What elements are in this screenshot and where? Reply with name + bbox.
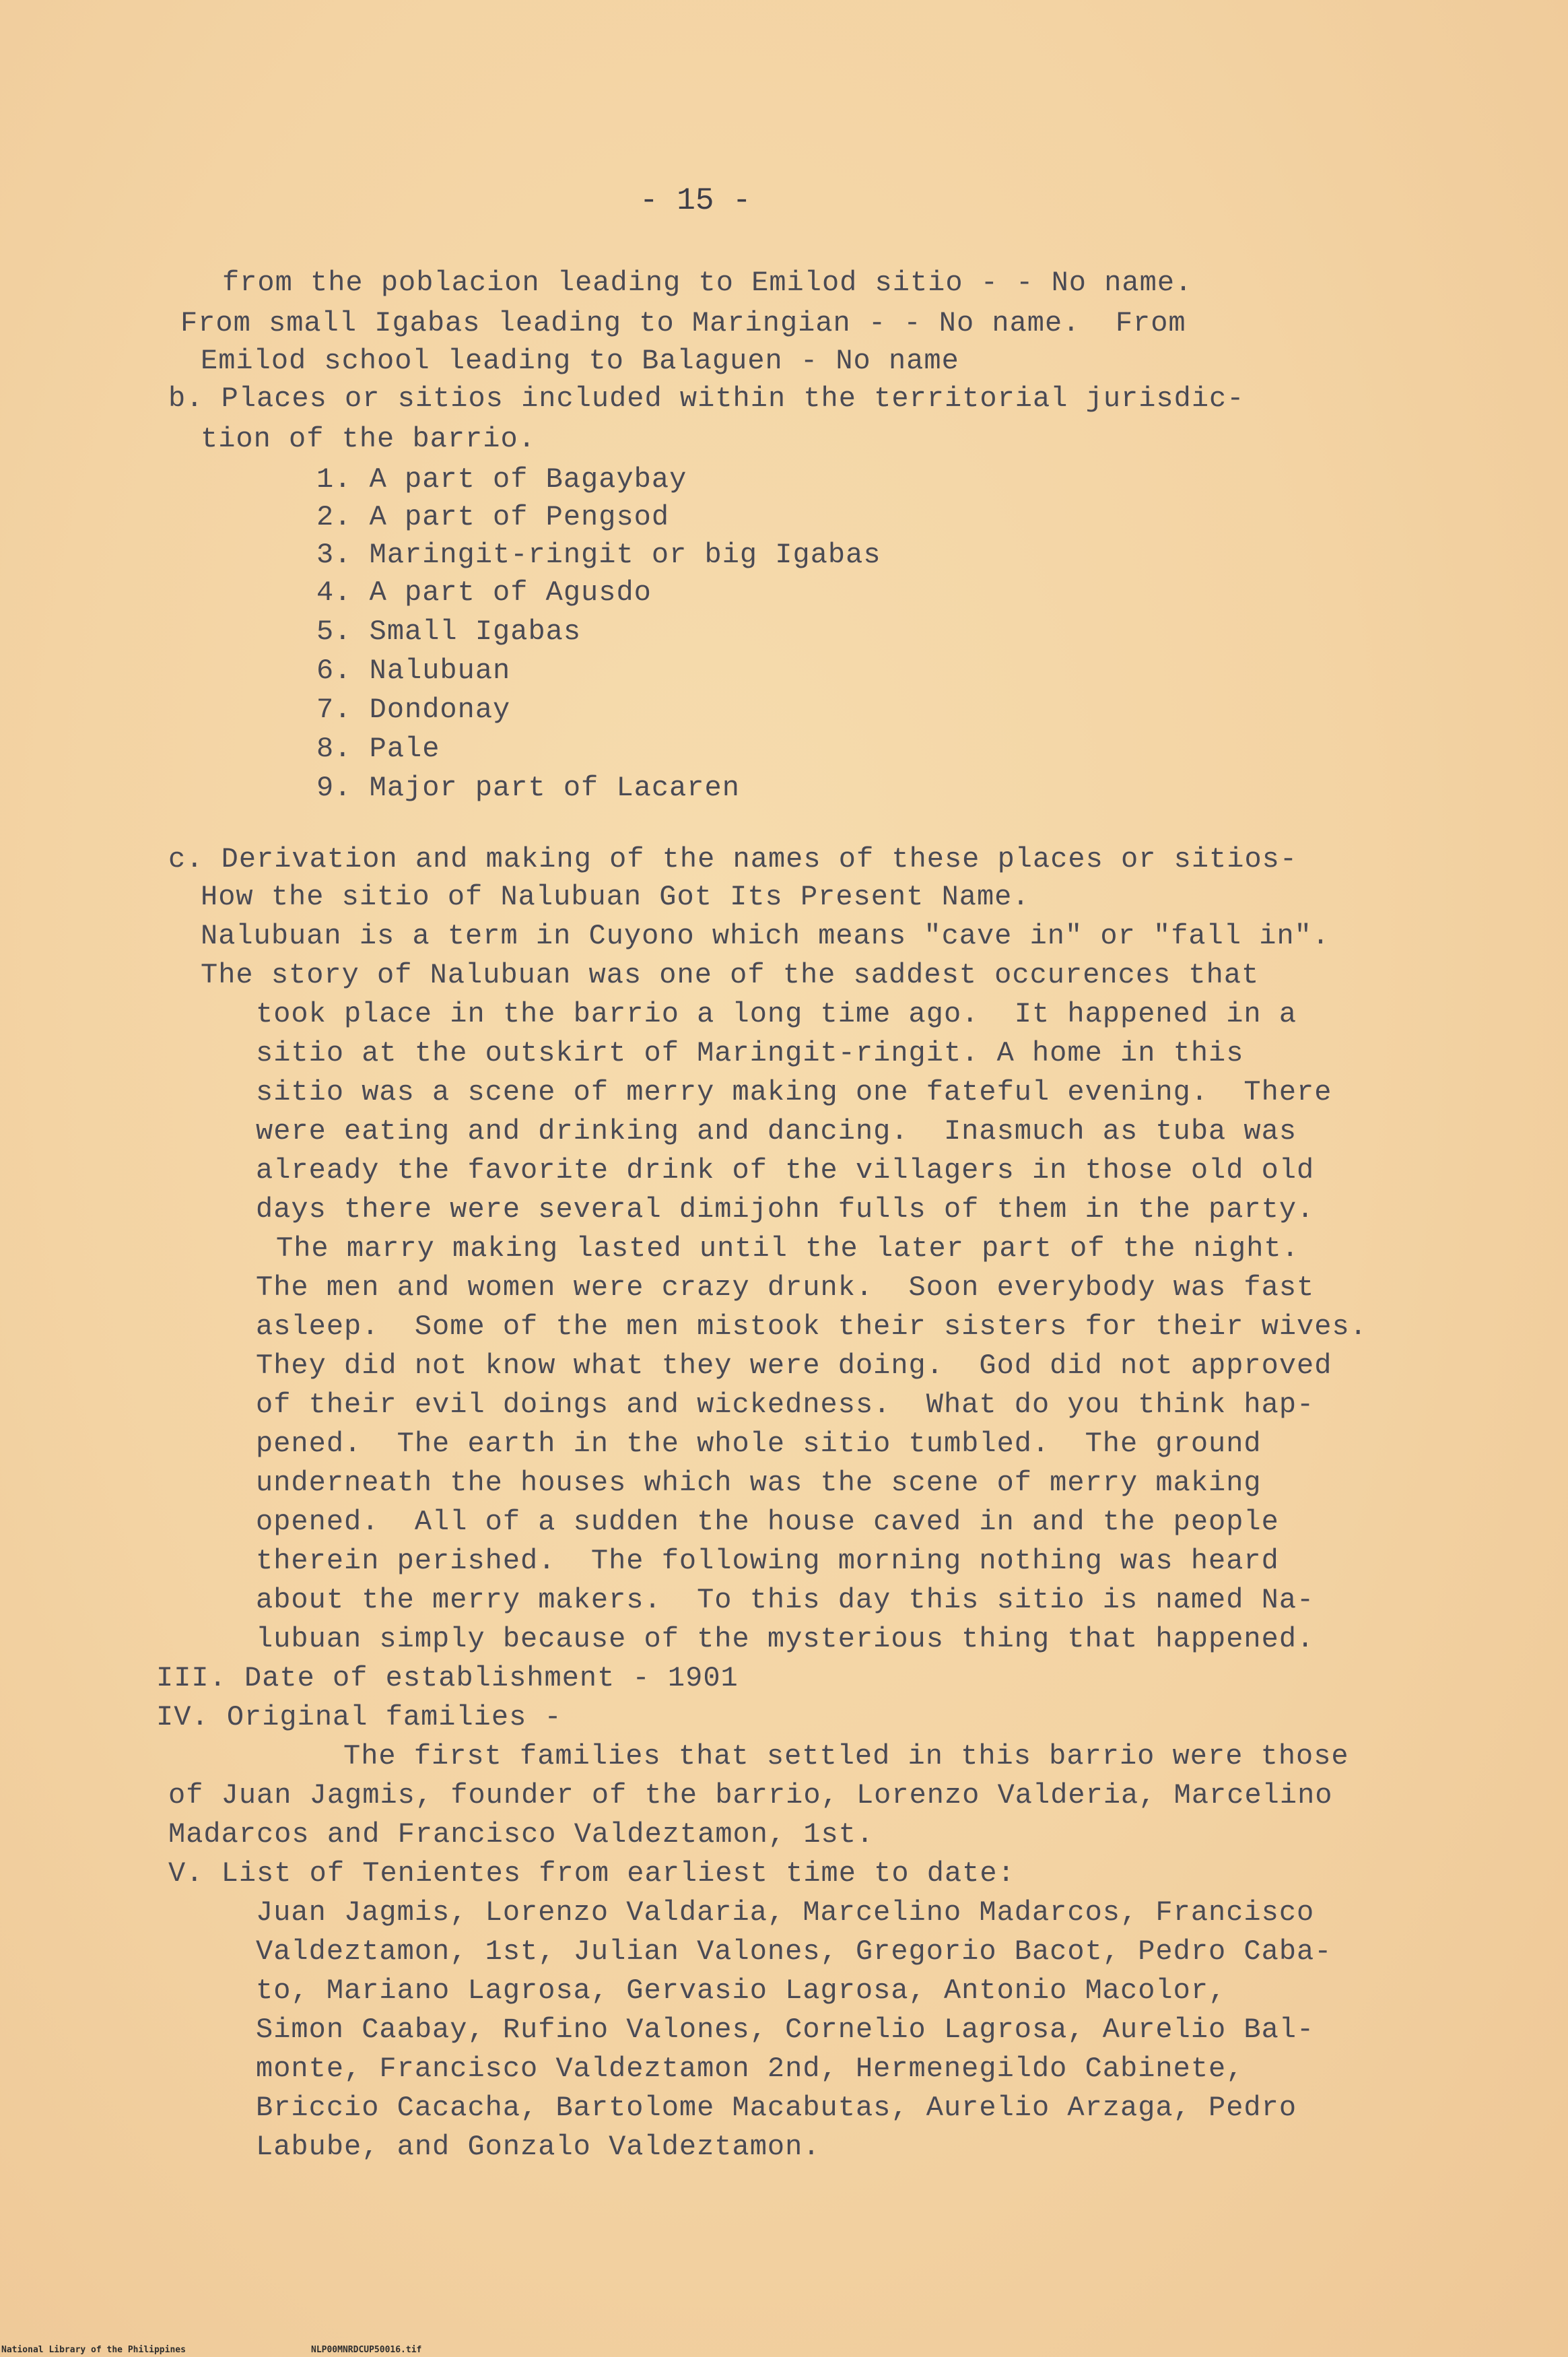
text-line: The first families that settled in this barrio were those xyxy=(343,1740,1349,1772)
text-line: Briccio Cacacha, Bartolome Macabutas, Aurelio Arzaga, Pedro xyxy=(256,2092,1297,2124)
list-item: 7. Dondonay xyxy=(316,694,511,726)
text-line: Emilod school leading to Balaguen - No name xyxy=(201,345,959,377)
section-iv-heading: IV. Original families - xyxy=(156,1701,562,1733)
text-line: sitio was a scene of merry making one fateful evening. There xyxy=(256,1076,1332,1108)
text-line: asleep. Some of the men mistook their sisters for their wives. xyxy=(256,1310,1367,1343)
text-line: of their evil doings and wickedness. What do you think hap- xyxy=(256,1389,1315,1421)
section-iii-heading: III. Date of establishment - 1901 xyxy=(156,1662,739,1694)
list-item: 4. A part of Agusdo xyxy=(316,576,652,609)
text-line: were eating and drinking and dancing. Inasmuch as tuba was xyxy=(256,1115,1297,1148)
text-line: Simon Caabay, Rufino Valones, Cornelio Lagrosa, Aurelio Bal- xyxy=(256,2014,1315,2046)
list-item: 3. Maringit-ringit or big Igabas xyxy=(316,539,881,571)
text-line: The marry making lasted until the later part of the night. xyxy=(276,1232,1299,1265)
text-line: to, Mariano Lagrosa, Gervasio Lagrosa, Antonio Macolor, xyxy=(256,1974,1227,2007)
footer-institution: National Library of the Philippines xyxy=(1,2345,186,2355)
text-line: pened. The earth in the whole sitio tumbled. The ground xyxy=(256,1428,1262,1460)
page-number: - 15 - xyxy=(640,183,751,218)
list-item: 8. Pale xyxy=(316,733,440,765)
text-line: lubuan simply because of the mysterious thing that happened. xyxy=(256,1623,1315,1655)
text-line: The story of Nalubuan was one of the saddest occurences that xyxy=(201,959,1260,991)
list-item: 6. Nalubuan xyxy=(316,655,511,687)
text-line: The men and women were crazy drunk. Soon everybody was fast xyxy=(256,1271,1315,1304)
text-line: Madarcos and Francisco Valdeztamon, 1st. xyxy=(168,1818,875,1851)
text-line: Juan Jagmis, Lorenzo Valdaria, Marcelino Madarcos, Francisco xyxy=(256,1896,1315,1929)
text-line: from the poblacion leading to Emilod sitio - - No name. xyxy=(222,267,1193,299)
text-line: took place in the barrio a long time ago. It happened in a xyxy=(256,998,1297,1030)
section-c-heading: c. Derivation and making of the names of these places or sitios- xyxy=(168,843,1298,875)
story-title: How the sitio of Nalubuan Got Its Present Name. xyxy=(201,881,1030,913)
list-item: 9. Major part of Lacaren xyxy=(316,772,740,804)
footer-filename: NLP00MNRDCUP50016.tif xyxy=(311,2345,422,2355)
text-line: already the favorite drink of the villagers in those old old xyxy=(256,1154,1315,1187)
text-line: opened. All of a sudden the house caved in and the people xyxy=(256,1506,1279,1538)
text-line: tion of the barrio. xyxy=(201,423,536,455)
text-line: Labube, and Gonzalo Valdeztamon. xyxy=(256,2131,821,2163)
text-line: days there were several dimijohn fulls of them in the party. xyxy=(256,1193,1315,1226)
text-line: From small Igabas leading to Maringian - - No name. From xyxy=(180,307,1186,339)
text-line: of Juan Jagmis, founder of the barrio, Lorenzo Valderia, Marcelino xyxy=(168,1779,1333,1812)
text-line: therein perished. The following morning nothing was heard xyxy=(256,1545,1279,1577)
text-line: about the merry makers. To this day this sitio is named Na- xyxy=(256,1584,1315,1616)
list-item: 2. A part of Pengsod xyxy=(316,501,670,533)
text-line: They did not know what they were doing. God did not approved xyxy=(256,1350,1332,1382)
section-v-heading: V. List of Tenientes from earliest time to date: xyxy=(168,1857,1015,1890)
list-item: 5. Small Igabas xyxy=(316,616,582,648)
text-line: Nalubuan is a term in Cuyono which means "cave in" or "fall in". xyxy=(201,920,1330,952)
text-line: monte, Francisco Valdeztamon 2nd, Hermenegildo Cabinete, xyxy=(256,2053,1244,2085)
section-b-heading: b. Places or sitios included within the territorial jurisdic- xyxy=(168,383,1245,415)
list-item: 1. A part of Bagaybay xyxy=(316,463,687,496)
text-line: Valdeztamon, 1st, Julian Valones, Gregorio Bacot, Pedro Caba- xyxy=(256,1935,1332,1968)
text-line: underneath the houses which was the scene of merry making xyxy=(256,1467,1262,1499)
text-line: sitio at the outskirt of Maringit-ringit. A home in this xyxy=(256,1037,1244,1069)
